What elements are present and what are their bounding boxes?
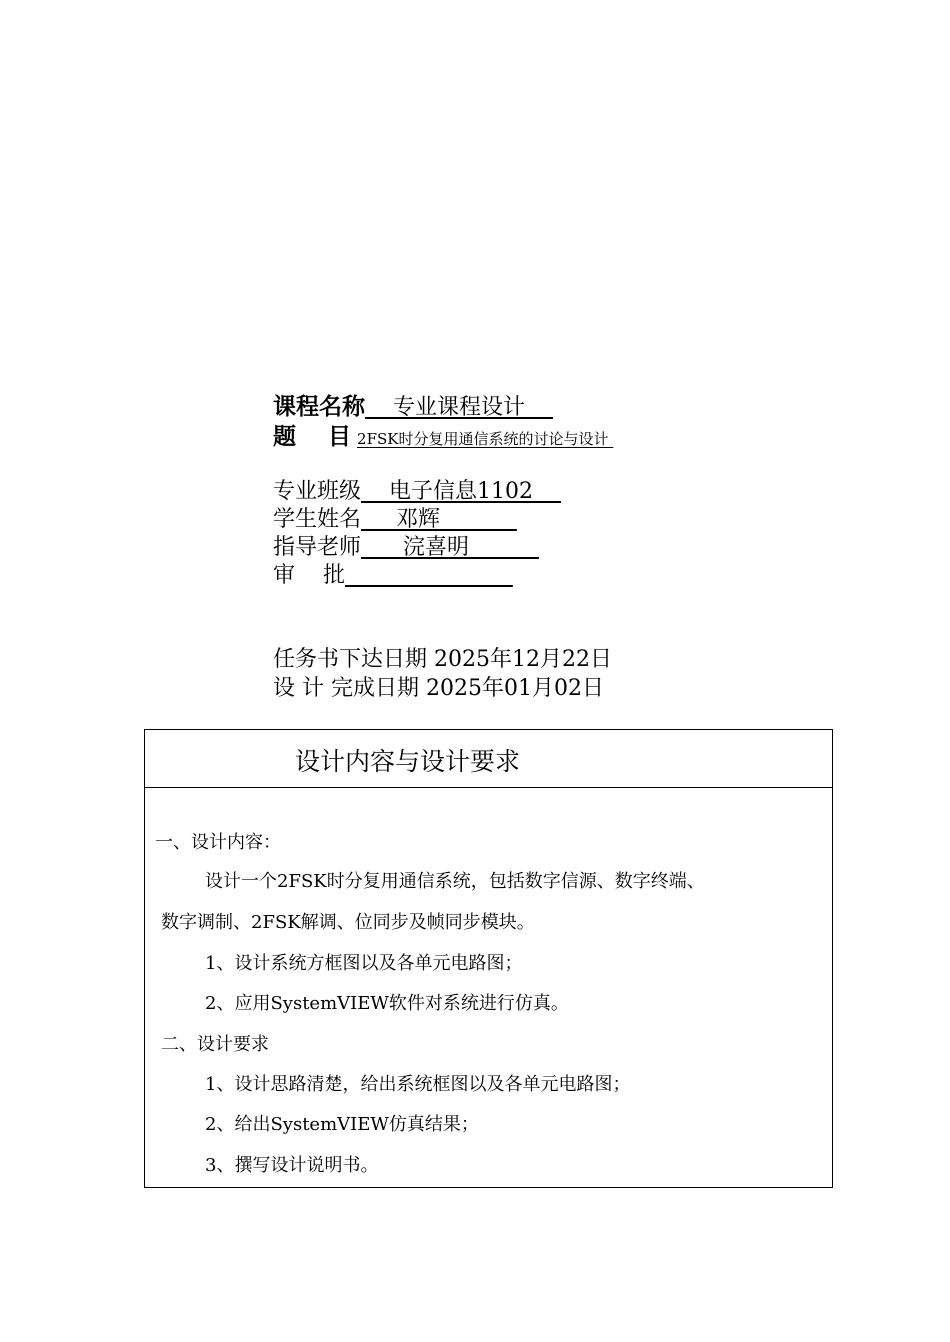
topic-row [273,418,613,451]
advisor-label: 指导老师 [273,535,362,560]
student-row [273,502,517,533]
student-value: 邓辉 [361,507,517,532]
review-label: 审 批 [273,563,345,588]
finish-date: 设 计 完成日期 2025年01月02日 [273,676,604,701]
requirements-table [144,729,833,1188]
requirements-header [145,730,832,788]
advisor-row [273,530,539,561]
review-value [345,563,513,588]
requirement-item-3: 3、撰写设计说明书。 [205,1155,379,1176]
topic-label: 题 目 [273,423,352,450]
topic-value: 2FSK时分复用通信系统的讨论与设计 [357,430,614,448]
requirements-title: 设计内容与设计要求 [295,747,521,776]
class-row [273,474,561,505]
course-name-label: 课程名称 [273,393,365,420]
course-name-value: 专业课程设计 [365,395,553,420]
content-item-1: 1、设计系统方框图以及各单元电路图； [205,953,523,974]
course-name-row [273,388,553,421]
requirement-item-2: 2、给出SystemVIEW仿真结果； [205,1114,479,1135]
class-value: 电子信息1102 [361,479,561,504]
class-label: 专业班级 [273,479,362,504]
review-row [273,558,513,589]
issue-date: 任务书下达日期 2025年12月22日 [273,647,612,672]
student-label: 学生姓名 [273,507,362,532]
content-line-1: 设计一个2FSK时分复用通信系统，包括数字信源、数字终端、 [205,871,705,892]
advisor-value: 浣喜明 [361,535,539,560]
requirement-item-1: 1、设计思路清楚，给出系统框图以及各单元电路图； [205,1074,631,1095]
section-content-heading: 一、设计内容： [155,832,281,853]
section-requirements-heading: 二、设计要求 [161,1034,269,1055]
content-item-2: 2、应用SystemVIEW软件对系统进行仿真。 [205,993,569,1014]
content-line-2: 数字调制、2FSK解调、位同步及帧同步模块。 [161,912,535,933]
